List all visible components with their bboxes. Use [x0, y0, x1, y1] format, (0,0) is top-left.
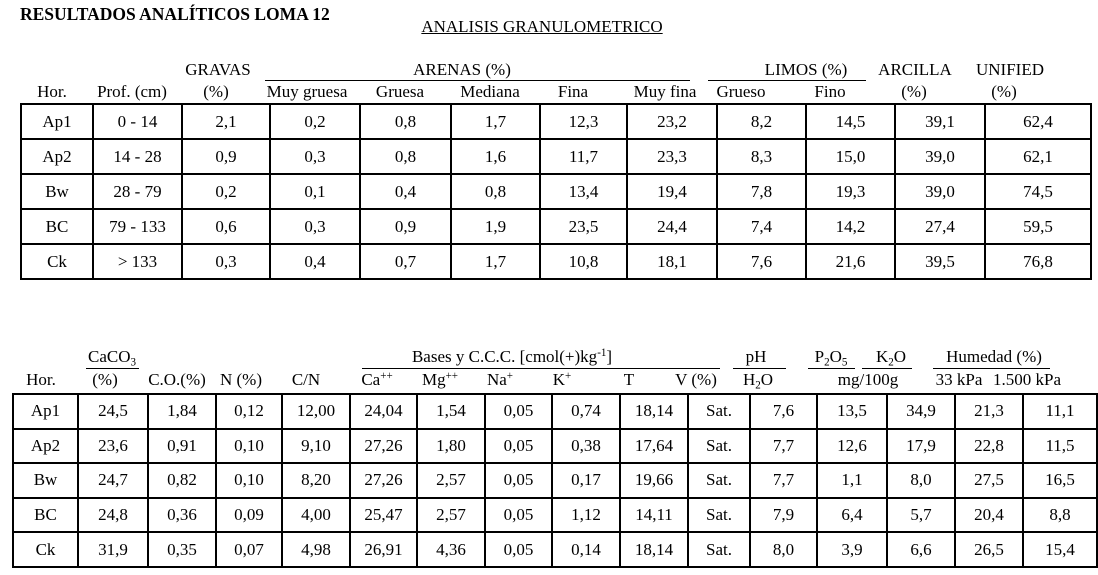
cell-mediana: 1,6: [451, 139, 540, 174]
cell-k: 0,74: [552, 394, 620, 429]
arenas-underline: [265, 80, 690, 81]
cell-unified: 74,5: [985, 174, 1091, 209]
bases-text: Bases y C.C.C. [cmol(+)kg: [411, 347, 598, 366]
na-charge: +: [506, 369, 514, 382]
cell-gruesa: 0,4: [360, 174, 451, 209]
table-row: [21, 139, 1091, 174]
unified-group-header: UNIFIED: [976, 60, 1044, 79]
cell-muy-fina: 24,4: [627, 209, 717, 244]
cell-na: 0,05: [485, 463, 552, 498]
cell-unified: 76,8: [985, 244, 1091, 279]
cell-k: 0,17: [552, 463, 620, 498]
cell-prof: 0 - 14: [93, 104, 182, 139]
ca-text: Ca: [361, 370, 381, 389]
cell-fina: 12,3: [540, 104, 627, 139]
bases-tail: ]: [606, 347, 613, 366]
cell-fino: 21,6: [806, 244, 895, 279]
cell-fina: 13,4: [540, 174, 627, 209]
cell-gruesa: 0,8: [360, 104, 451, 139]
cell-muy-fina: 23,2: [627, 104, 717, 139]
cell-gravas: 0,3: [182, 244, 270, 279]
cell-n: 0,07: [216, 532, 282, 567]
cell-cn: 4,00: [282, 498, 350, 533]
cell-hor: Ap1: [13, 394, 78, 429]
cell-co: 0,91: [148, 429, 216, 464]
cell-hor: Ck: [13, 532, 78, 567]
cell-muy-fina: 19,4: [627, 174, 717, 209]
cell-grueso: 7,8: [717, 174, 806, 209]
col-header-unified: (%): [991, 82, 1017, 101]
cell-hor: Ap2: [21, 139, 93, 174]
cell-muy-gruesa: 0,1: [270, 174, 360, 209]
cell-co: 0,35: [148, 532, 216, 567]
cell-ca: 27,26: [350, 429, 417, 464]
humedad-group-header: Humedad (%): [946, 347, 1042, 366]
cell-grueso: 8,3: [717, 139, 806, 174]
table-row: [21, 209, 1091, 244]
chemistry-table-body: [13, 394, 1097, 567]
k-text: K: [552, 370, 566, 389]
col-header-mg: [422, 370, 458, 390]
col-header-fino: Fino: [814, 82, 846, 101]
cell-cn: 4,98: [282, 532, 350, 567]
bases-underline: [362, 368, 720, 369]
col-header-h2o: [743, 370, 773, 390]
cell-gruesa: 0,8: [360, 139, 451, 174]
col-header-hor: Hor.: [26, 370, 56, 389]
cell-hor: BC: [21, 209, 93, 244]
cell-prof: > 133: [93, 244, 182, 279]
cell-ca: 26,91: [350, 532, 417, 567]
cell-ph: 7,7: [750, 429, 817, 464]
bases-superscript: -1: [597, 346, 607, 359]
k-charge: +: [565, 369, 572, 382]
cell-na: 0,05: [485, 394, 552, 429]
mg-charge: ++: [445, 369, 459, 382]
cell-t: 17,64: [620, 429, 688, 464]
cell-ca: 27,26: [350, 463, 417, 498]
cell-mediana: 1,7: [451, 104, 540, 139]
table-row: [13, 498, 1097, 533]
col-header-k: [553, 370, 572, 390]
cell-p2o5: 12,6: [817, 429, 887, 464]
cell-ca: 24,04: [350, 394, 417, 429]
cell-fino: 14,5: [806, 104, 895, 139]
humedad-underline: [933, 368, 1050, 369]
caco3-underline: [86, 368, 139, 369]
cell-na: 0,05: [485, 532, 552, 567]
col-header-mediana: Mediana: [460, 82, 520, 101]
cell-hum-33: 27,5: [955, 463, 1023, 498]
col-header-co: C.O.(%): [148, 370, 206, 389]
col-header-ca: [361, 370, 392, 390]
cell-caco3: 24,5: [78, 394, 148, 429]
cell-hor: Ck: [21, 244, 93, 279]
ph-underline: [733, 368, 786, 369]
cell-k: 1,12: [552, 498, 620, 533]
limos-underline: [708, 80, 866, 81]
col-header-caco3: (%): [92, 370, 118, 389]
cell-muy-gruesa: 0,3: [270, 209, 360, 244]
cell-hum-33: 21,3: [955, 394, 1023, 429]
col-header-v: V (%): [675, 370, 717, 389]
h2o-sub: 2: [755, 379, 761, 392]
cell-hor: Bw: [13, 463, 78, 498]
ca-charge: ++: [380, 369, 393, 382]
cell-muy-gruesa: 0,3: [270, 139, 360, 174]
col-header-t: T: [623, 370, 635, 389]
cell-mg: 1,54: [417, 394, 485, 429]
cell-k2o: 6,6: [887, 532, 955, 567]
cell-muy-gruesa: 0,2: [270, 104, 360, 139]
col-header-n: N (%): [219, 370, 263, 389]
cell-t: 14,11: [620, 498, 688, 533]
k2o-underline: [862, 368, 912, 369]
cell-unified: 59,5: [985, 209, 1091, 244]
p2o5-o: O: [829, 347, 842, 366]
arcilla-group-header: ARCILLA: [878, 60, 952, 79]
cell-hor: Ap2: [13, 429, 78, 464]
cell-hum-1500: 11,1: [1023, 394, 1097, 429]
cell-k: 0,14: [552, 532, 620, 567]
col-header-hor: Hor.: [37, 82, 67, 101]
mg-text: Mg: [421, 370, 446, 389]
col-header-prof: Prof. (cm): [97, 82, 167, 101]
p2o5-p: P: [814, 347, 825, 366]
cell-mediana: 1,9: [451, 209, 540, 244]
k2o-k: K: [875, 347, 889, 366]
p2o5-group-header: [815, 347, 848, 367]
cell-hum-33: 20,4: [955, 498, 1023, 533]
cell-caco3: 24,7: [78, 463, 148, 498]
cell-v: Sat.: [688, 463, 750, 498]
cell-t: 18,14: [620, 532, 688, 567]
cell-caco3: 23,6: [78, 429, 148, 464]
col-header-arcilla: (%): [901, 82, 927, 101]
cell-gravas: 0,6: [182, 209, 270, 244]
cell-caco3: 31,9: [78, 532, 148, 567]
cell-muy-fina: 23,3: [627, 139, 717, 174]
cell-hor: Ap1: [21, 104, 93, 139]
cell-hum-33: 22,8: [955, 429, 1023, 464]
cell-p2o5: 13,5: [817, 394, 887, 429]
cell-k2o: 34,9: [887, 394, 955, 429]
p2o5-sub1: 2: [824, 356, 830, 369]
col-header-gravas: (%): [203, 82, 229, 101]
cell-v: Sat.: [688, 429, 750, 464]
cell-fino: 14,2: [806, 209, 895, 244]
p2o5-underline: [808, 368, 855, 369]
h2o-h: H: [742, 370, 756, 389]
cell-mediana: 0,8: [451, 174, 540, 209]
cell-n: 0,10: [216, 429, 282, 464]
cell-ph: 7,9: [750, 498, 817, 533]
cell-arcilla: 39,0: [895, 139, 985, 174]
cell-na: 0,05: [485, 429, 552, 464]
cell-p2o5: 6,4: [817, 498, 887, 533]
cell-cn: 8,20: [282, 463, 350, 498]
cell-v: Sat.: [688, 498, 750, 533]
table-row: [21, 244, 1091, 279]
cell-hum-1500: 15,4: [1023, 532, 1097, 567]
p2o5-sub2: 5: [841, 356, 848, 369]
h2o-o: O: [760, 370, 774, 389]
col-header-grueso: Grueso: [716, 82, 766, 101]
k2o-o: O: [893, 347, 907, 366]
cell-arcilla: 39,0: [895, 174, 985, 209]
cell-p2o5: 1,1: [817, 463, 887, 498]
caco3-subscript: 3: [130, 356, 137, 369]
table-row: [13, 463, 1097, 498]
cell-hor: BC: [13, 498, 78, 533]
cell-fina: 10,8: [540, 244, 627, 279]
cell-ca: 25,47: [350, 498, 417, 533]
cell-mg: 2,57: [417, 498, 485, 533]
na-text: Na: [486, 370, 507, 389]
cell-v: Sat.: [688, 532, 750, 567]
table-row: [21, 104, 1091, 139]
cell-gruesa: 0,7: [360, 244, 451, 279]
cell-k: 0,38: [552, 429, 620, 464]
col-header-33kpa: 33 kPa: [935, 370, 983, 389]
k2o-sub: 2: [888, 356, 894, 369]
cell-t: 19,66: [620, 463, 688, 498]
cell-n: 0,09: [216, 498, 282, 533]
cell-grueso: 7,4: [717, 209, 806, 244]
cell-muy-fina: 18,1: [627, 244, 717, 279]
cell-fina: 23,5: [540, 209, 627, 244]
cell-hum-1500: 8,8: [1023, 498, 1097, 533]
cell-hor: Bw: [21, 174, 93, 209]
cell-na: 0,05: [485, 498, 552, 533]
col-header-gruesa: Gruesa: [375, 82, 425, 101]
cell-cn: 12,00: [282, 394, 350, 429]
col-header-muy-gruesa: Muy gruesa: [266, 82, 348, 101]
cell-fino: 19,3: [806, 174, 895, 209]
cell-gravas: 0,9: [182, 139, 270, 174]
cell-ph: 7,6: [750, 394, 817, 429]
cell-t: 18,14: [620, 394, 688, 429]
table-row: [13, 394, 1097, 429]
granulometry-table-body: [21, 104, 1091, 279]
cell-fina: 11,7: [540, 139, 627, 174]
col-header-cn: C/N: [291, 370, 321, 389]
cell-ph: 8,0: [750, 532, 817, 567]
cell-muy-gruesa: 0,4: [270, 244, 360, 279]
bases-group-header: [412, 347, 612, 367]
col-header-na: [487, 370, 513, 390]
cell-hum-1500: 11,5: [1023, 429, 1097, 464]
cell-mg: 4,36: [417, 532, 485, 567]
cell-grueso: 7,6: [717, 244, 806, 279]
arenas-group-header: ARENAS (%): [413, 60, 511, 79]
cell-gravas: 2,1: [182, 104, 270, 139]
cell-n: 0,10: [216, 463, 282, 498]
cell-k2o: 5,7: [887, 498, 955, 533]
section-heading: ANALISIS GRANULOMETRICO: [421, 17, 663, 36]
table-row: [13, 532, 1097, 567]
page-title: RESULTADOS ANALÍTICOS LOMA 12: [20, 4, 330, 24]
cell-co: 0,82: [148, 463, 216, 498]
chemistry-table: [12, 393, 1098, 568]
cell-hum-1500: 16,5: [1023, 463, 1097, 498]
ph-group-header: pH: [745, 347, 767, 366]
cell-co: 0,36: [148, 498, 216, 533]
cell-unified: 62,1: [985, 139, 1091, 174]
col-header-mg100g: mg/100g: [837, 370, 899, 389]
cell-prof: 14 - 28: [93, 139, 182, 174]
cell-mediana: 1,7: [451, 244, 540, 279]
limos-group-header: LIMOS (%): [764, 60, 848, 79]
col-header-muy-fina: Muy fina: [633, 82, 697, 101]
cell-v: Sat.: [688, 394, 750, 429]
cell-gruesa: 0,9: [360, 209, 451, 244]
cell-prof: 79 - 133: [93, 209, 182, 244]
cell-caco3: 24,8: [78, 498, 148, 533]
caco3-text: CaCO: [87, 347, 131, 366]
cell-mg: 1,80: [417, 429, 485, 464]
cell-prof: 28 - 79: [93, 174, 182, 209]
table-row: [21, 174, 1091, 209]
col-header-1500kpa: 1.500 kPa: [993, 370, 1061, 389]
caco3-group-header: [88, 347, 136, 367]
cell-p2o5: 3,9: [817, 532, 887, 567]
gravas-group-header: GRAVAS: [185, 60, 251, 79]
cell-arcilla: 39,1: [895, 104, 985, 139]
col-header-fina: Fina: [557, 82, 589, 101]
cell-arcilla: 39,5: [895, 244, 985, 279]
cell-co: 1,84: [148, 394, 216, 429]
cell-grueso: 8,2: [717, 104, 806, 139]
cell-arcilla: 27,4: [895, 209, 985, 244]
k2o-group-header: [876, 347, 906, 367]
cell-cn: 9,10: [282, 429, 350, 464]
cell-n: 0,12: [216, 394, 282, 429]
cell-k2o: 17,9: [887, 429, 955, 464]
cell-gravas: 0,2: [182, 174, 270, 209]
cell-hum-33: 26,5: [955, 532, 1023, 567]
cell-k2o: 8,0: [887, 463, 955, 498]
cell-unified: 62,4: [985, 104, 1091, 139]
granulometry-table: [20, 103, 1092, 280]
cell-mg: 2,57: [417, 463, 485, 498]
table-row: [13, 429, 1097, 464]
cell-fino: 15,0: [806, 139, 895, 174]
cell-ph: 7,7: [750, 463, 817, 498]
